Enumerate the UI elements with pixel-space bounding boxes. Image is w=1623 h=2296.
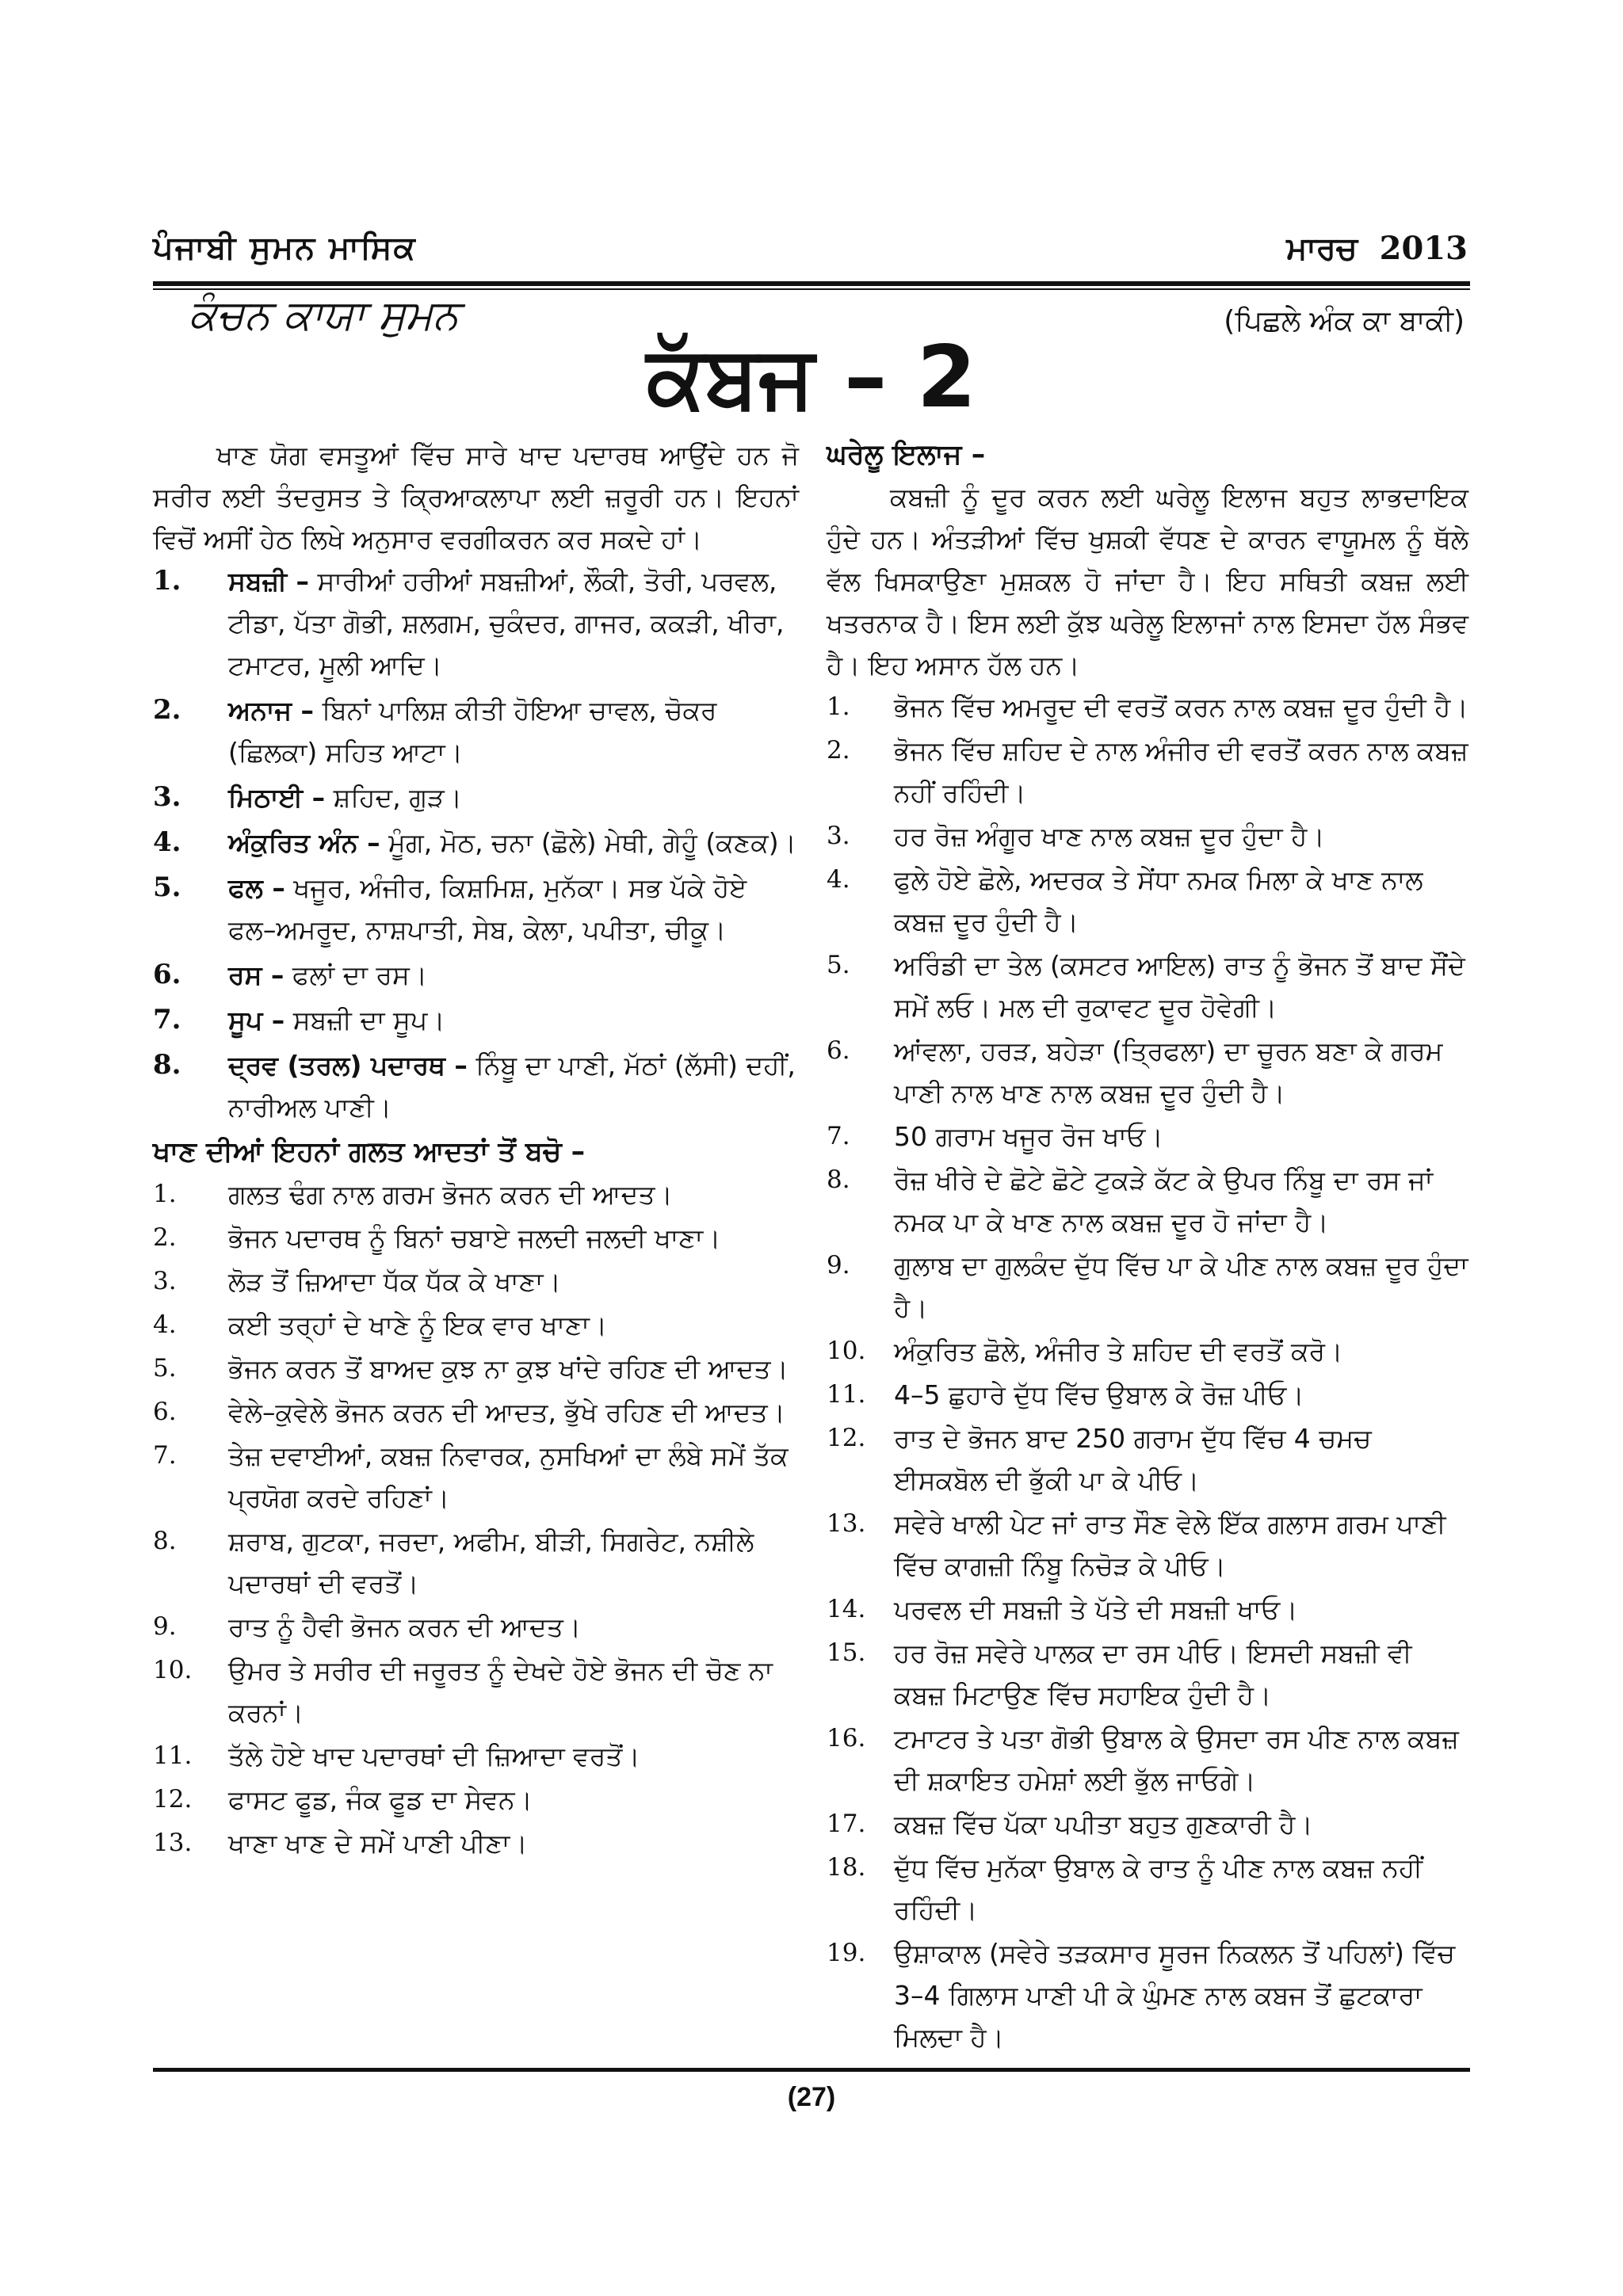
list-item-text: ਭੋਜਨ ਵਿੱਚ ਸ਼ਹਿਦ ਦੇ ਨਾਲ ਅੰਜੀਰ ਦੀ ਵਰਤੋਂ ਕਰਨ ਨਾਲ ਕਬਜ਼ ਨਹੀਂ ਰਹਿੰਦੀ। <box>894 735 1468 808</box>
list-item <box>827 1503 1468 1587</box>
list-item <box>153 999 799 1041</box>
list-item <box>153 1173 799 1215</box>
article-title-dash: – <box>844 328 888 427</box>
list-item-number: 7. <box>153 1004 181 1035</box>
list-item <box>827 686 1468 728</box>
article-title-number: 2 <box>916 328 976 427</box>
list-item-heading: ਮਿਠਾਈ – <box>228 782 326 813</box>
list-item <box>153 1520 799 1604</box>
list-item-heading: ਦ੍ਰਵ (ਤਰਲ) ਪਦਾਰਥ – <box>228 1050 468 1081</box>
list-item-number: 9. <box>153 1612 177 1641</box>
list-item-number: 2. <box>827 736 850 765</box>
list-item-text: ਫਾਸਟ ਫੂਡ, ਜੰਕ ਫੂਡ ਦਾ ਸੇਵਨ। <box>228 1784 533 1815</box>
list-item-text: ਟਮਾਟਰ ਤੇ ਪਤਾ ਗੋਭੀ ਉਬਾਲ ਕੇ ਉਸਦਾ ਰਸ ਪੀਣ ਨਾਲ ਕਬਜ਼ ਦੀ ਸ਼ਕਾਇਤ ਹਮੇਸ਼ਾਂ ਲਈ ਭੁੱਲ ਜਾਓਗੇ। <box>894 1723 1459 1796</box>
list-item <box>153 1435 799 1519</box>
list-item <box>153 1606 799 1648</box>
list-item-text: ਅੰਕੁਰਿਤ ਛੋਲੇ, ਅੰਜੀਰ ਤੇ ਸ਼ਹਿਦ ਦੀ ਵਰਤੋਂ ਕਰੋ। <box>894 1336 1343 1367</box>
list-item-text: ਤੇਜ਼ ਦਵਾਈਆਂ, ਕਬਜ਼ ਨਿਵਾਰਕ, ਨੁਸਖਿਆਂ ਦਾ ਲੰਬੇ ਸਮੇਂ ਤੱਕ ਪ੍ਰਯੋਗ ਕਰਦੇ ਰਹਿਣਾਂ। <box>228 1440 789 1513</box>
list-item-text: ਬਿਨਾਂ ਪਾਲਿਸ਼ ਕੀਤੀ ਹੋਇਆ ਚਾਵਲ, ਚੋਕਰ (ਛਿਲਕਾ) ਸਹਿਤ ਆਟਾ। <box>228 695 717 768</box>
section-title: ਕੰਚਨ ਕਾਯਾ ਸੁਮਨ <box>189 292 459 339</box>
list-item-text: ਭੋਜਨ ਵਿੱਚ ਅਮਰੂਦ ਦੀ ਵਰਤੋਂ ਕਰਨ ਨਾਲ ਕਬਜ਼ ਦੂਰ ਹੁੰਦੀ ਹੈ। <box>894 692 1468 723</box>
list-item-number: 5. <box>153 871 181 903</box>
list-item-number: 13. <box>827 1509 866 1538</box>
list-item-number: 16. <box>827 1724 866 1753</box>
article-title <box>0 328 1623 427</box>
list-item-number: 3. <box>827 822 850 850</box>
list-item-text: ਕਈ ਤਰ੍ਹਾਂ ਦੇ ਖਾਣੇ ਨੂੰ ਇਕ ਵਾਰ ਖਾਣਾ। <box>228 1310 608 1341</box>
list-item-text: ਗੁਲਾਬ ਦਾ ਗੁਲਕੰਦ ਦੁੱਧ ਵਿੱਚ ਪਾ ਕੇ ਪੀਣ ਨਾਲ ਕਬਜ਼ ਦੂਰ ਹੁੰਦਾ ਹੈ। <box>894 1250 1468 1323</box>
list-item-text: ਸਾਰੀਆਂ ਹਰੀਆਂ ਸਬਜ਼ੀਆਂ, ਲੌਕੀ, ਤੋਰੀ, ਪਰਵਲ, ਟੀਡਾ, ਪੱਤਾ ਗੋਭੀ, ਸ਼ਲਗਮ, ਚੁਕੰਦਰ, ਗਾਜਰ, ਕਕੜੀ, ਖੀਰਾ, ਟਮਾਟਰ, ਮੂਲੀ ਆਦਿ। <box>228 566 785 681</box>
list-item <box>827 1159 1468 1243</box>
list-item-text: ਸ਼ਹਿਦ, ਗੁੜ। <box>325 782 463 813</box>
list-item-text: ਮੂੰਗ, ਮੋਠ, ਚਨਾ (ਛੋਲੇ) ਮੇਥੀ, ਗੇਹੂੰ (ਕਣਕ)। <box>380 827 796 858</box>
list-item <box>153 1779 799 1821</box>
list-item <box>827 1417 1468 1501</box>
list-item-number: 7. <box>827 1122 850 1150</box>
list-item-number: 17. <box>827 1810 866 1838</box>
list-item <box>827 1589 1468 1630</box>
list-item-heading: ਅੰਕੁਰਿਤ ਅੰਨ – <box>228 827 380 858</box>
list-item-number: 6. <box>153 959 181 990</box>
list-item-text: ਫਲਾਂ ਦਾ ਰਸ। <box>284 959 428 990</box>
list-item-text: ਦੁੱਧ ਵਿੱਚ ਮੁਨੱਕਾ ਉਬਾਲ ਕੇ ਰਾਤ ਨੂੰ ਪੀਣ ਨਾਲ ਕਬਜ਼ ਨਹੀਂ ਰਹਿੰਦੀ। <box>894 1852 1423 1925</box>
list-item <box>827 730 1468 814</box>
list-item <box>827 1116 1468 1158</box>
list-item <box>827 815 1468 857</box>
list-item-number: 2. <box>153 1223 177 1252</box>
list-item-number: 5. <box>827 951 850 979</box>
left-column <box>153 434 799 1866</box>
issue-year: 2013 <box>1379 230 1468 267</box>
list-item-number: 1. <box>153 565 181 597</box>
list-item-number: 15. <box>827 1638 866 1667</box>
list-item <box>827 1803 1468 1845</box>
list-item <box>153 822 799 864</box>
issue-date <box>1286 230 1468 267</box>
list-item-number: 7. <box>153 1441 177 1470</box>
list-item-text: ਫੁਲੇ ਹੋਏ ਛੋਲੇ, ਅਦਰਕ ਤੇ ਸੇਂਧਾ ਨਮਕ ਮਿਲਾ ਕੇ ਖਾਣ ਨਾਲ ਕਬਜ਼ ਦੂਰ ਹੁੰਦੀ ਹੈ। <box>894 864 1423 937</box>
list-item-number: 2. <box>153 694 181 726</box>
list-item-number: 13. <box>153 1829 193 1857</box>
header-rule-thin <box>153 288 1470 290</box>
list-item-number: 1. <box>153 1180 177 1208</box>
list-item <box>153 1348 799 1390</box>
list-item <box>153 776 799 818</box>
list-item <box>153 954 799 996</box>
list-item-text: ਹਰ ਰੋਜ਼ ਸਵੇਰੇ ਪਾਲਕ ਦਾ ਰਸ ਪੀਓ। ਇਸਦੀ ਸਬਜ਼ੀ ਵੀ ਕਬਜ਼ ਮਿਟਾਉਣ ਵਿੱਚ ਸਹਾਇਕ ਹੁੰਦੀ ਹੈ। <box>894 1638 1412 1711</box>
list-item-text: ਖਜੂਰ, ਅੰਜੀਰ, ਕਿਸ਼ਮਿਸ਼, ਮੁਨੱਕਾ। ਸਭ ਪੱਕੇ ਹੋਏ ਫਲ–ਅਮਰੂਦ, ਨਾਸ਼ਪਾਤੀ, ਸੇਬ, ਕੇਲਾ, ਪਪੀਤਾ, ਚੀਕੂ। <box>228 872 747 945</box>
list-item-text: ਤੱਲੇ ਹੋਏ ਖਾਦ ਪਦਾਰਥਾਂ ਦੀ ਜ਼ਿਆਦਾ ਵਰਤੋਂ। <box>228 1741 640 1772</box>
list-item <box>153 1044 799 1128</box>
list-item-text: ਕਬਜ਼ ਵਿੱਚ ਪੱਕਾ ਪਪੀਤਾ ਬਹੁਤ ਗੁਣਕਾਰੀ ਹੈ। <box>894 1809 1313 1840</box>
list-item-number: 4. <box>153 1310 177 1339</box>
list-item-number: 18. <box>827 1853 866 1882</box>
food-category-list <box>153 560 799 1128</box>
list-item-number: 8. <box>153 1527 177 1555</box>
list-item-number: 4. <box>153 826 181 858</box>
list-item-text: ਭੋਜਨ ਪਦਾਰਥ ਨੂੰ ਬਿਨਾਂ ਚਬਾਏ ਜਲਦੀ ਜਲਦੀ ਖਾਣਾ। <box>228 1222 721 1253</box>
list-item <box>153 1650 799 1733</box>
list-item <box>153 1304 799 1346</box>
list-item-number: 4. <box>827 865 850 894</box>
list-item-text: ਰਾਤ ਦੇ ਭੋਜਨ ਬਾਦ 250 ਗਰਾਮ ਦੁੱਧ ਵਿੱਚ 4 ਚਮਚ ਈਸਕਬੋਲ ਦੀ ਭੁੱਕੀ ਪਾ ਕੇ ਪੀਓ। <box>894 1423 1372 1496</box>
list-item-number: 10. <box>827 1337 866 1365</box>
home-remedies-list <box>827 686 1468 2058</box>
list-item-text: 4–5 ਛੁਹਾਰੇ ਦੁੱਧ ਵਿੱਚ ਉਬਾਲ ਕੇ ਰੋਜ਼ ਪੀਓ। <box>894 1379 1304 1410</box>
list-item <box>153 1391 799 1433</box>
list-item-number: 6. <box>153 1398 177 1426</box>
list-item-number: 11. <box>153 1741 193 1770</box>
remedies-heading: ਘਰੇਲੂ ਇਲਾਜ – <box>827 439 986 471</box>
header-rule <box>153 281 1470 286</box>
list-item <box>827 1932 1468 2058</box>
list-item-text: ਰੋਜ਼ ਖੀਰੇ ਦੇ ਛੋਟੇ ਛੋਟੇ ਟੁਕੜੇ ਕੱਟ ਕੇ ਉਪਰ ਨਿੰਬੂ ਦਾ ਰਸ ਜਾਂ ਨਮਕ ਪਾ ਕੇ ਖਾਣ ਨਾਲ ਕਬਜ਼ ਦੂਰ ਹੋ ਜਾਂਦਾ ਹੈ। <box>894 1165 1434 1238</box>
list-item-number: 12. <box>153 1785 193 1814</box>
list-item-text: ਆਂਵਲਾ, ਹਰੜ, ਬਹੇੜਾ (ਤ੍ਰਿਫਲਾ) ਦਾ ਚੂਰਨ ਬਣਾ ਕੇ ਗਰਮ ਪਾਣੀ ਨਾਲ ਖਾਣ ਨਾਲ ਕਬਜ਼ ਦੂਰ ਹੁੰਦੀ ਹੈ। <box>894 1035 1443 1108</box>
page-number: (27) <box>787 2082 836 2112</box>
list-item <box>827 1718 1468 1802</box>
list-item <box>153 689 799 773</box>
list-item <box>827 1030 1468 1114</box>
list-item-text: ਉਸ਼ਾਕਾਲ (ਸਵੇਰੇ ਤੜਕਸਾਰ ਸੂਰਜ ਨਿਕਲਨ ਤੋਂ ਪਹਿਲਾਂ) ਵਿੱਚ 3–4 ਗਿਲਾਸ ਪਾਣੀ ਪੀ ਕੇ ਘੁੰਮਣ ਨਾਲ ਕਬਜ ਤੋਂ ਛੁਟਕਾਰਾ ਮਿਲਦਾ ਹੈ। <box>894 1938 1455 2053</box>
list-item-number: 19. <box>827 1939 866 1967</box>
list-item-number: 8. <box>827 1165 850 1194</box>
list-item-text: ਗਲਤ ਢੰਗ ਨਾਲ ਗਰਮ ਭੋਜਨ ਕਰਨ ਦੀ ਆਦਤ। <box>228 1179 673 1210</box>
list-item-text: ਲੋੜ ਤੋਂ ਜ਼ਿਆਦਾ ਧੱਕ ਧੱਕ ਕੇ ਖਾਣਾ। <box>228 1266 561 1297</box>
list-item <box>153 560 799 686</box>
list-item-text: ਖਾਣਾ ਖਾਣ ਦੇ ਸਮੇਂ ਪਾਣੀ ਪੀਣਾ। <box>228 1828 528 1859</box>
list-item-text: 50 ਗਰਾਮ ਖਜੂਰ ਰੋਜ ਖਾਓ। <box>894 1121 1163 1152</box>
article-title-text: ਕੱਬਜ <box>647 328 815 427</box>
list-item-number: 3. <box>153 1267 177 1295</box>
list-item-text: ਭੋਜਨ ਕਰਨ ਤੋਂ ਬਾਅਦ ਕੁਝ ਨਾ ਕੁਝ ਖਾਂਦੇ ਰਹਿਣ ਦੀ ਆਦਤ। <box>228 1353 789 1384</box>
list-item <box>153 867 799 951</box>
list-item-number: 10. <box>153 1656 193 1684</box>
list-item-text: ਸਬਜ਼ੀ ਦਾ ਸੂਪ। <box>285 1005 445 1035</box>
list-item-number: 1. <box>827 692 850 721</box>
list-item-text: ਸ਼ਰਾਬ, ਗੁਟਕਾ, ਜਰਦਾ, ਅਫੀਮ, ਬੀੜੀ, ਸਿਗਰੇਟ, ਨਸ਼ੀਲੇ ਪਦਾਰਥਾਂ ਦੀ ਵਰਤੋਂ। <box>228 1526 754 1599</box>
remedies-intro: ਕਬਜ਼ੀ ਨੂੰ ਦੂਰ ਕਰਨ ਲਈ ਘਰੇਲੂ ਇਲਾਜ ਬਹੁਤ ਲਾਭਦਾਇਕ ਹੁੰਦੇ ਹਨ। ਅੰਤੜੀਆਂ ਵਿੱਚ ਖੁਸ਼ਕੀ ਵੱਧਣ ਦੇ ਕਾਰਨ ਵਾਯੂਮਲ ਨੂੰ ਥੱਲੇ ਵੱਲ ਖਿਸਕਾਉਣਾ ਮੁਸ਼ਕਲ ਹੋ ਜਾਂਦਾ ਹੈ। ਇਹ ਸਥਿਤੀ ਕਬਜ਼ ਲਈ ਖਤਰਨਾਕ ਹੈ। ਇਸ ਲਈ ਕੁੱਝ ਘਰੇਲੂ ਇਲਾਜਾਂ ਨਾਲ ਇਸਦਾ ਹੱਲ ਸੰਭਵ ਹੈ। ਇਹ ਅਸਾਨ ਹੱਲ ਹਨ। <box>827 482 1468 681</box>
list-item <box>827 859 1468 943</box>
list-item <box>153 1261 799 1302</box>
list-item-text: ਹਰ ਰੋਜ਼ ਅੰਗੂਰ ਖਾਣ ਨਾਲ ਕਬਜ਼ ਦੂਰ ਹੁੰਦਾ ਹੈ। <box>894 821 1325 852</box>
list-item <box>827 1330 1468 1372</box>
list-item-heading: ਫਲ – <box>228 872 285 903</box>
avoid-heading: ਖਾਣ ਦੀਆਂ ਇਹਨਾਂ ਗਲਤ ਆਦਤਾਂ ਤੋਂ ਬਚੋ – <box>153 1136 586 1168</box>
list-item <box>153 1735 799 1777</box>
continued-note: (ਪਿਛਲੇ ਅੰਕ ਕਾ ਬਾਕੀ) <box>1224 305 1465 338</box>
list-item <box>827 944 1468 1028</box>
list-item-heading: ਰਸ – <box>228 959 285 990</box>
list-item-text: ਰਾਤ ਨੂੰ ਹੈਵੀ ਭੋਜਨ ਕਰਨ ਦੀ ਆਦਤ। <box>228 1611 582 1642</box>
intro-paragraph: ਖਾਣ ਯੋਗ ਵਸਤੂਆਂ ਵਿੱਚ ਸਾਰੇ ਖਾਦ ਪਦਾਰਥ ਆਉਂਦੇ ਹਨ ਜੋ ਸਰੀਰ ਲਈ ਤੰਦਰੁਸਤ ਤੇ ਕ੍ਰਿਆਕਲਾਪਾ ਲਈ ਜ਼ਰੂਰੀ ਹਨ। ਇਹਨਾਂ ਵਿਚੋਂ ਅਸੀਂ ਹੇਠ ਲਿਖੇ ਅਨੁਸਾਰ ਵਰਗੀਕਰਨ ਕਰ ਸਕਦੇ ਹਾਂ। <box>153 440 799 555</box>
list-item-number: 11. <box>827 1380 866 1409</box>
list-item-number: 6. <box>827 1036 850 1065</box>
list-item <box>827 1847 1468 1931</box>
list-item <box>153 1217 799 1259</box>
list-item <box>827 1245 1468 1329</box>
list-item <box>153 1822 799 1864</box>
list-item-number: 3. <box>153 781 181 813</box>
list-item <box>827 1632 1468 1716</box>
footer-rule <box>153 2068 1470 2072</box>
list-item-number: 5. <box>153 1354 177 1383</box>
list-item-text: ਉਮਰ ਤੇ ਸਰੀਰ ਦੀ ਜਰੂਰਤ ਨੂੰ ਦੇਖਦੇ ਹੋਏ ਭੋਜਨ ਦੀ ਚੋਣ ਨਾ ਕਰਨਾਂ। <box>228 1655 773 1728</box>
bad-habits-list <box>153 1173 799 1864</box>
magazine-name: ਪੰਜਾਬੀ ਸੁਮਨ ਮਾਸਿਕ <box>153 230 417 266</box>
list-item-number: 8. <box>153 1049 181 1081</box>
list-item-number: 9. <box>827 1251 850 1280</box>
list-item-heading: ਅਨਾਜ – <box>228 695 314 726</box>
list-item <box>827 1374 1468 1416</box>
list-item-number: 14. <box>827 1595 866 1623</box>
issue-month: ਮਾਰਚ <box>1286 231 1358 267</box>
list-item-number: 12. <box>827 1424 866 1452</box>
list-item-text: ਅਰਿੰਡੀ ਦਾ ਤੇਲ (ਕਸਟਰ ਆਇਲ) ਰਾਤ ਨੂੰ ਭੋਜਨ ਤੋਂ ਬਾਦ ਸੌਂਦੇ ਸਮੇਂ ਲਓ। ਮਲ ਦੀ ਰੁਕਾਵਟ ਦੂਰ ਹੋਵੇਗੀ। <box>894 950 1465 1023</box>
list-item-heading: ਸੂਪ – <box>228 1005 285 1035</box>
list-item-heading: ਸਬਜ਼ੀ – <box>228 566 310 597</box>
list-item-text: ਪਰਵਲ ਦੀ ਸਬਜ਼ੀ ਤੇ ਪੱਤੇ ਦੀ ਸਬਜ਼ੀ ਖਾਓ। <box>894 1594 1298 1625</box>
list-item-text: ਸਵੇਰੇ ਖਾਲੀ ਪੇਟ ਜਾਂ ਰਾਤ ਸੌਣ ਵੇਲੇ ਇੱਕ ਗਲਾਸ ਗਰਮ ਪਾਣੀ ਵਿੱਚ ਕਾਗਜ਼ੀ ਨਿੰਬੂ ਨਿਚੋੜ ਕੇ ਪੀਓ। <box>894 1508 1446 1581</box>
list-item-text: ਨਿੰਬੂ ਦਾ ਪਾਣੀ, ਮੱਠਾਂ (ਲੱਸੀ) ਦਹੀਂ, ਨਾਰੀਅਲ ਪਾਣੀ। <box>228 1050 796 1123</box>
list-item-text: ਵੇਲੇ–ਕੁਵੇਲੇ ਭੋਜਨ ਕਰਨ ਦੀ ਆਦਤ, ਭੁੱਖੇ ਰਹਿਣ ਦੀ ਆਦਤ। <box>228 1397 785 1428</box>
right-column <box>827 434 1468 2060</box>
